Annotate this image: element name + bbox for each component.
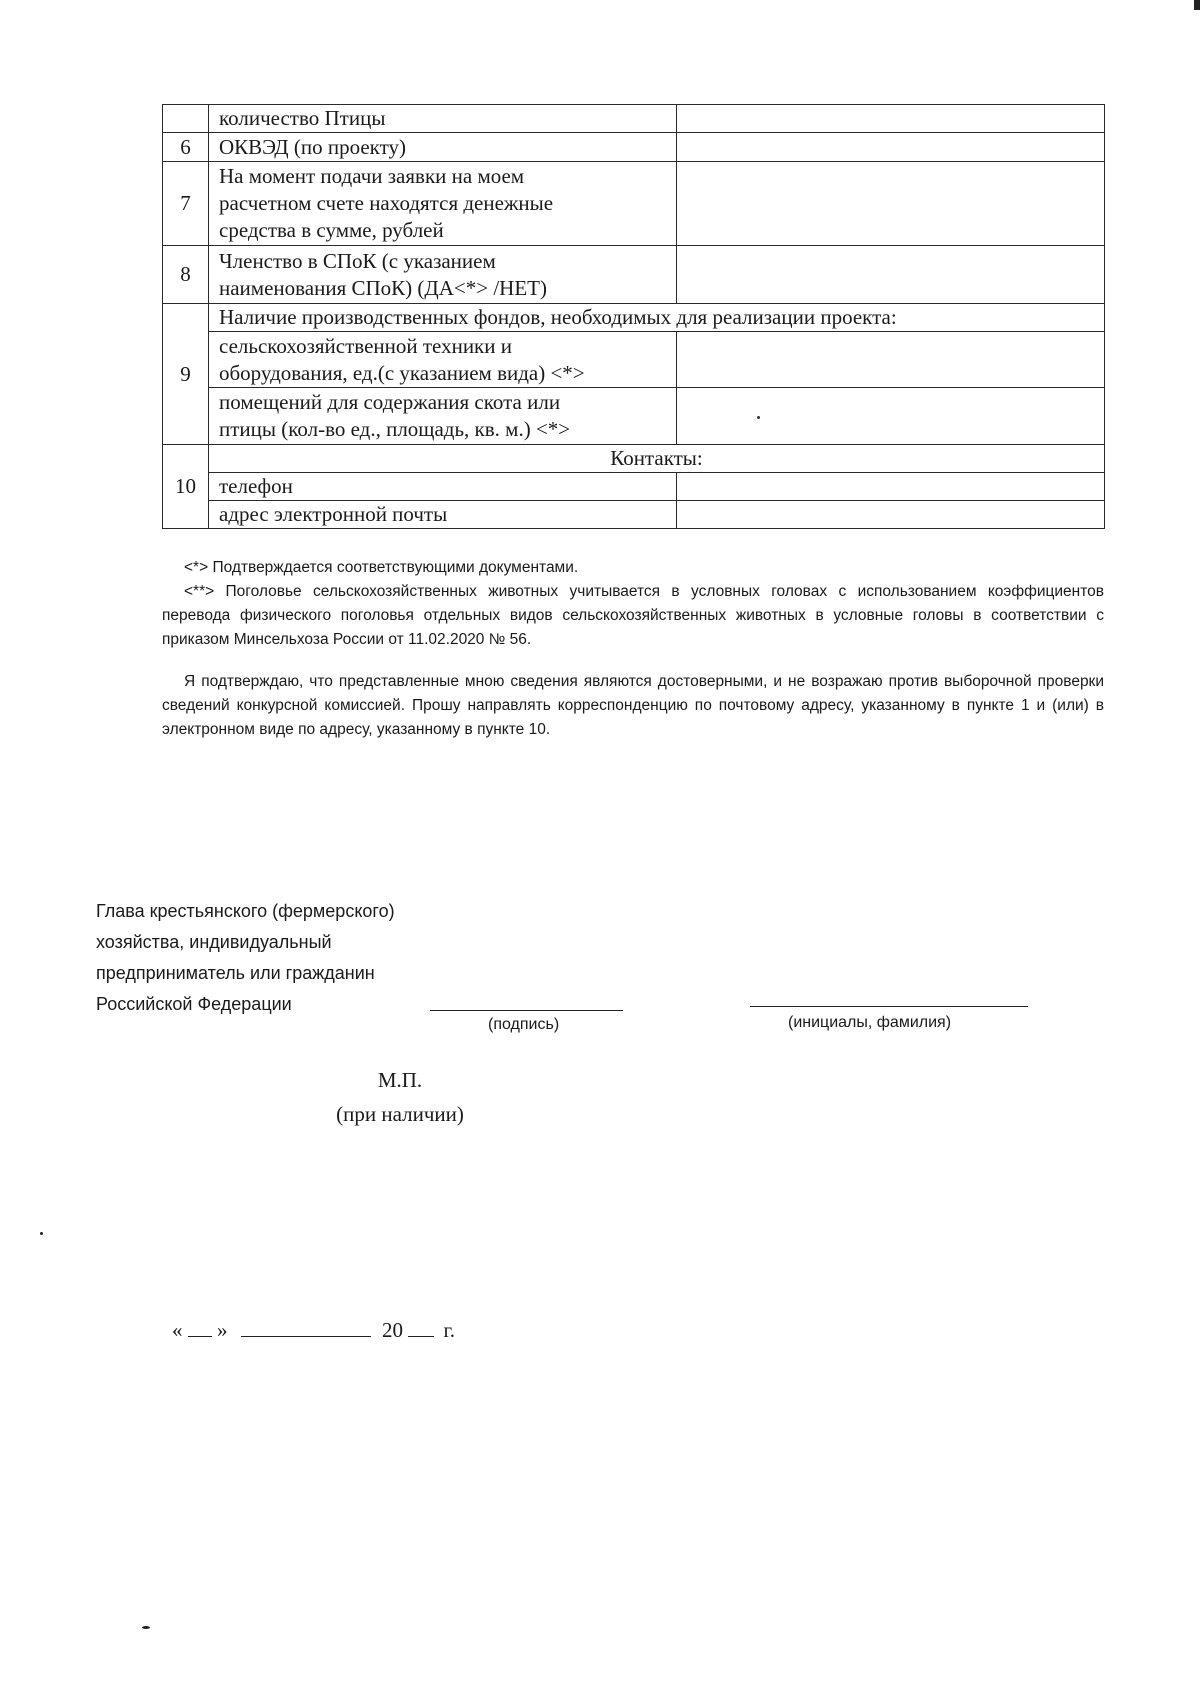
year-blank[interactable] (408, 1316, 434, 1337)
year-prefix: 20 (382, 1318, 403, 1342)
section-header: Наличие производственных фондов, необходимых для реализации проекта: (209, 304, 1105, 332)
row-label-line: расчетном счете находятся денежные (219, 191, 554, 215)
scan-speck (40, 1232, 43, 1235)
day-blank[interactable] (188, 1316, 212, 1337)
table-row (163, 162, 1105, 246)
table-row (163, 133, 1105, 162)
section-header: Контакты: (209, 445, 1105, 473)
phone-value-cell[interactable] (677, 473, 1105, 501)
row-number: 6 (163, 133, 209, 162)
signature-caption: (подпись) (488, 1016, 560, 1033)
value-cell[interactable] (677, 388, 1105, 445)
value-cell[interactable] (677, 133, 1105, 162)
signatory-line: предприниматель или гражданин (96, 963, 375, 983)
row-number: 9 (163, 304, 209, 445)
footnote-1: <*> Подтверждается соответствующими документами. (184, 559, 579, 576)
scan-mark (1194, 0, 1200, 10)
row-number: 8 (163, 246, 209, 304)
value-cell[interactable] (677, 246, 1105, 304)
signatory-line: Глава крестьянского (фермерского) (96, 901, 395, 921)
application-table (162, 104, 1105, 529)
quote-open: « (172, 1318, 183, 1342)
footnote-2: <**> Поголовье сельскохозяйственных животных учитывается в условных головах с использованием коэффициентов перевода физического поголовья отдельных видов сельскохозяйственных животных в условные головы в соответствии с приказом Минсельхоза России от 11.02.2020 № 56. (162, 583, 1104, 648)
row-label-line: сельскохозяйственной техники и (219, 333, 512, 358)
table-row (163, 501, 1105, 529)
ink-dot (757, 416, 760, 419)
footnotes (162, 556, 1104, 742)
table-row (163, 332, 1105, 388)
name-line[interactable] (750, 1006, 1028, 1007)
table-row (163, 388, 1105, 445)
quote-close: » (217, 1318, 228, 1342)
row-number: 7 (163, 162, 209, 246)
table-row (163, 246, 1105, 304)
signature-line[interactable] (430, 1010, 623, 1011)
row-label-line: Членство в СПоК (с указанием (219, 248, 496, 273)
scan-speck (142, 1626, 150, 1629)
table-row (163, 304, 1105, 332)
row-number: 10 (163, 445, 209, 529)
value-cell[interactable] (677, 162, 1105, 246)
email-value-cell[interactable] (677, 501, 1105, 529)
table-row (163, 105, 1105, 133)
row-label-line: помещений для содержания скота или (219, 390, 561, 414)
stamp-note: (при наличии) (336, 1102, 464, 1126)
row-label (209, 388, 677, 445)
row-label-line: наименования СПоК) (ДА<*> /НЕТ) (219, 275, 547, 300)
name-caption: (инициалы, фамилия) (788, 1014, 952, 1031)
row-label (209, 332, 677, 388)
stamp-label: М.П. (377, 1068, 423, 1092)
row-label-line: средства в сумме, рублей (219, 218, 444, 242)
month-blank[interactable] (241, 1316, 371, 1337)
row-label (209, 162, 677, 246)
table-row (163, 473, 1105, 501)
signatory-title (96, 896, 395, 1020)
row-label-line: птицы (кол-во ед., площадь, кв. м.) <*> (219, 417, 571, 441)
year-suffix: г. (443, 1318, 455, 1342)
stamp-placeholder (320, 1063, 480, 1131)
table-row (163, 445, 1105, 473)
signatory-line: хозяйства, индивидуальный (96, 932, 332, 952)
value-cell[interactable] (677, 105, 1105, 133)
row-label-line: На момент подачи заявки на моем (219, 164, 525, 188)
row-number (163, 105, 209, 133)
row-label: ОКВЭД (по проекту) (209, 133, 677, 162)
row-label: количество Птицы (209, 105, 677, 133)
row-label (209, 246, 677, 304)
date-field (172, 1316, 455, 1343)
row-label: телефон (209, 473, 677, 501)
value-cell[interactable] (677, 332, 1105, 388)
confirmation-paragraph: Я подтверждаю, что представленные мною сведения являются достоверными, и не возражаю против выборочной проверки сведений конкурсной комиссией. Прошу направлять корреспонденцию по почтовому адресу, указанному в пункте 1 и (или) в электронном виде по адресу, указанному в пункте 10. (162, 673, 1104, 738)
row-label: адрес электронной почты (209, 501, 677, 529)
signatory-line: Российской Федерации (96, 994, 292, 1014)
row-label-line: оборудования, ед.(с указанием вида) <*> (219, 360, 585, 385)
